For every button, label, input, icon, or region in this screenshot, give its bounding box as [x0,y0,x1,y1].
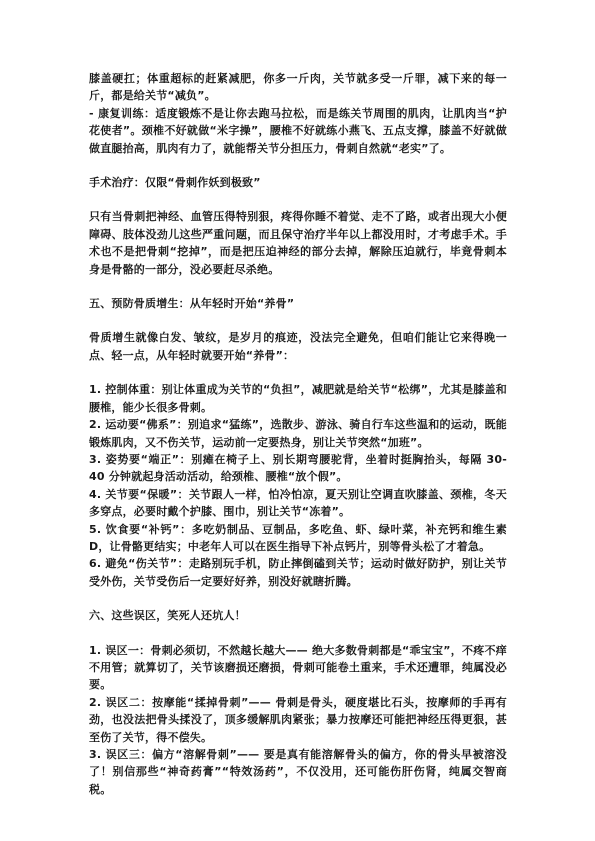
surgery-heading: 手术治疗：仅限“骨刺作妖到极致” [89,176,261,190]
list-item: 1. 控制体重：别让体重成为关节的“负担”，减肥就是给关节“松绑”，尤其是膝盖和腰椎，能少长很多骨刺。 [89,383,507,414]
list-item: 1. 误区一：骨刺必须切，不然越长越大—— 绝大多数骨刺都是“乖宝宝”，不疼不痒不用管；就算切了，关节该磨损还磨损，骨刺可能卷土重来，手术还遭罪，纯属没必要。 [89,643,507,692]
list-item: 3. 误区三：偏方“溶解骨刺”—— 要是真有能溶解骨头的偏方，你的骨头早被溶没了！别信那些“神奇药膏”“特效汤药”，不仅没用，还可能伤肝伤肾，纯属交智商税。 [89,748,507,796]
section5-intro-block [89,329,507,364]
section6-heading: 六、这些误区，笑死人还坑人！ [89,609,246,623]
surgery-body-block [89,208,507,278]
intro-block [89,70,507,157]
surgery-paragraph: 只有当骨刺把神经、血管压得特别狠，疼得你睡不着觉、走不了路，或者出现大小便障碍、肢体没劲儿这些严重问题，而且保守治疗半年以上都没用时，才考虑手术。手术也不是把骨刺“挖掉”，而是把压迫神经的部分去掉，解除压迫就行，毕竟骨刺本身是骨骼的一部分，没必要赶尽杀绝。 [89,210,507,276]
list-item: 2. 误区二：按摩能“揉掉骨刺”—— 骨刺是骨头，硬度堪比石头，按摩师的手再有劲，也没法把骨头揉没了，顶多缓解肌肉紧张；暴力按摩还可能把神经压得更狠，甚至伤了关节，得不偿失。 [89,695,507,744]
intro-paragraph: 膝盖硬扛；体重超标的赶紧减肥，你多一斤肉，关节就多受一斤罪，减下来的每一斤，都是给关节“减负”。 [89,72,507,103]
section5-heading: 五、预防骨质增生：从年轻时开始“养骨” [89,297,295,311]
document-page [89,70,507,798]
prevention-list [89,381,507,590]
section5-intro: 骨质增生就像白发、皱纹，是岁月的痕迹，没法完全避免，但咱们能让它来得晚一点、轻一点，从年轻时就要开始“养骨”： [89,331,507,362]
section6-heading-block [89,607,507,624]
list-item: 3. 姿势要“端正”：别瘫在椅子上、别长期弯腰驼背，坐着时挺胸抬头，每隔 30-40 分钟就起身活动活动，给颈椎、腰椎“放个假”。 [89,452,507,484]
rehab-paragraph: - 康复训练：适度锻炼不是让你去跑马拉松，而是练关节周围的肌肉，让肌肉当“护花使者”。颈椎不好就做“米字操”，腰椎不好就练小燕飞、五点支撑，膝盖不好就做做直腿抬高，肌肉有力了，就能帮关节分担压力，骨刺自然就“老实”了。 [89,106,507,155]
section5-heading-block [89,295,507,312]
surgery-heading-block [89,174,507,191]
list-item: 5. 饮食要“补钙”：多吃奶制品、豆制品，多吃鱼、虾、绿叶菜，补充钙和维生素 D，让骨骼更结实；中老年人可以在医生指导下补点钙片，别等骨头松了才着急。 [89,522,507,553]
list-item: 2. 运动要“佛系”：别追求“猛练”，选散步、游泳、骑自行车这些温和的运动，既能锻炼肌肉，又不伤关节，运动前一定要热身，别让关节突然“加班”。 [89,418,507,449]
list-item: 4. 关节要“保暖”：关节跟人一样，怕冷怕凉，夏天别让空调直吹膝盖、颈椎，冬天多穿点，必要时戴个护膝、围巾，别让关节“冻着”。 [89,487,507,519]
myths-list [89,642,507,799]
list-item: 6. 避免“伤关节”：走路别玩手机，防止摔倒磕到关节；运动时做好防护，别让关节受外伤，关节受伤后一定要好好养，别没好就瞎折腾。 [89,557,507,588]
